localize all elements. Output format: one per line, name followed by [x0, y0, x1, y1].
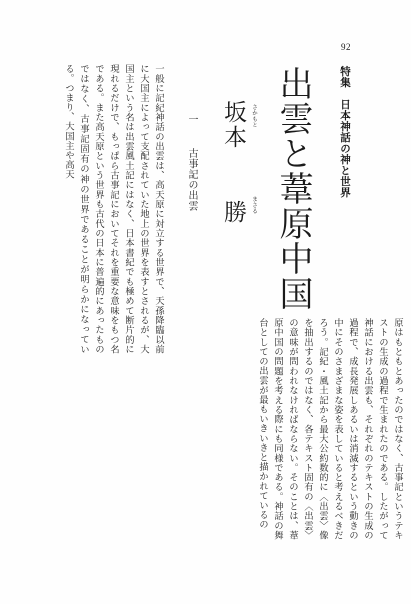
author-given-ruby: まさる: [251, 196, 257, 214]
body-paragraph-lower: 原はもともとあったのではなく、古事記というテキストの生成の過程で生まれたのである。したがって神話における出雲も、それぞれのテキストの生成の過程で、成長発展しあるいは消滅するという動きの中にそのさまざまな姿を表していると考えるべきだろう。記紀・風土記から最大公約数的に〈出雲〉像を抽出するのではなく、各テキスト固有の〈出雲〉の意味が問われなければならない。そのことは、葦原中国の問題を考える際にも同様である。神話の舞台としての出雲が最もいきいきと描かれているの: [257, 318, 403, 540]
section-number: 一: [186, 114, 197, 125]
author-family-ruby: さかもと: [251, 104, 257, 128]
article-title: 出雲と葦原中国: [273, 66, 313, 311]
section-heading: [184, 114, 199, 211]
body-text-upper: [20, 64, 166, 354]
section-title: 古事記の出雲: [186, 148, 197, 211]
series-label: 特集 日本神話の神と世界: [339, 66, 351, 198]
page-number: 92: [341, 42, 351, 52]
author-family-name: 坂本: [220, 100, 246, 150]
author-given-name: 勝: [220, 200, 246, 225]
body-paragraph-upper: 一般に記紀神話の出雲は、高天原に対立する世界で、天孫降臨以前に大国主によって支配されていた地上の世界を表すとされるが、大国主という名は出雲風土記にはなく、日本書紀でも極めて断片的に現れるだけで、もっぱら古事記においてそれを重要な意味をもつ名である。また高天原という世界も古代の日本に普遍的にあったものではなく、古事記固有の神の世界であることが明らかになっている。つまり、大国主や高天: [63, 64, 164, 354]
body-text-lower: [20, 318, 405, 540]
